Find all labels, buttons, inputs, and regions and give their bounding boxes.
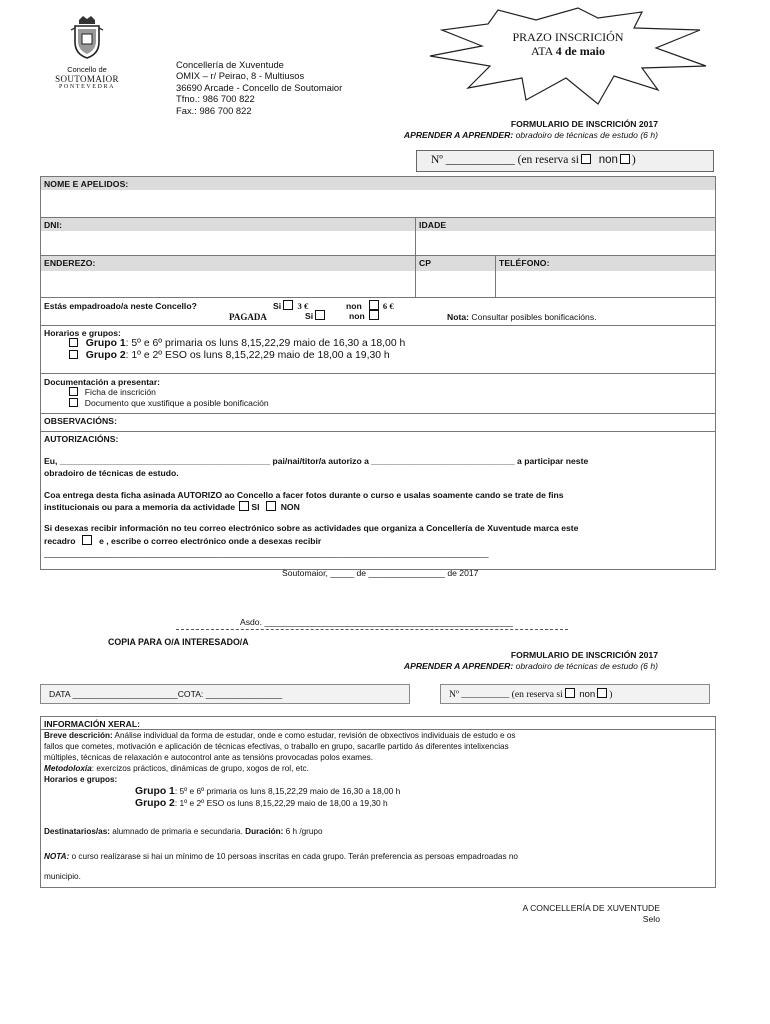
copia-non-checkbox[interactable] [597, 688, 607, 698]
autorizacions-eu-line1: Eu, ____________________________________________ pai/nai/titor/a autorizo a ______________________________ a participar neste [44, 456, 589, 466]
info-xeral-box [40, 716, 716, 888]
cp-label: CP [415, 255, 495, 271]
telefono-input[interactable] [495, 271, 715, 297]
autorizacions-email-line2a: recadro [44, 536, 76, 546]
idade-input[interactable] [415, 231, 715, 255]
horarios-g2-label: Grupo 2 [85, 350, 126, 361]
horarios-title: Horarios e grupos: [44, 328, 121, 338]
copia-num-box [440, 684, 710, 704]
empadroado-non-checkbox[interactable] [369, 300, 379, 310]
org-name: Concellería de Xuventude [176, 59, 284, 70]
info-g2-label: Grupo 2 [135, 798, 175, 809]
autorizacions-fotos-line1: Coa entrega desta ficha asinada AUTORIZO ao Concello a facer fotos durante o curso e usalas soamente cando se trate de fins [44, 490, 564, 500]
telefono-label: TELÉFONO: [495, 255, 715, 271]
horarios-g2-text: : 1º e 2º ESO os luns 8,15,22,29 maio de 18,00 a 19,30 h [125, 350, 390, 361]
place-date: Soutomaior, _____ de ________________ de 2017 [282, 568, 479, 578]
org-address-block [176, 59, 342, 116]
dni-label: DNI: [41, 217, 415, 231]
autorizacions-email-line2b: e , escribe o correo electrónico onde a desexas recibir [99, 536, 322, 546]
copia-subtitle-rest: obradoiro de técnicas de estudo (6 h) [513, 661, 658, 671]
info-breve-line3: múltiples, técnicas de relaxación e autocontrol ante as tensións provocadas polos exames. [44, 753, 374, 762]
form-subtitle-rest: obradoiro de técnicas de estudo (6 h) [513, 130, 658, 140]
logo-line3: PONTEVEDRA [59, 84, 115, 90]
pagada-label: PAGADA [229, 312, 267, 322]
autorizacions-title: AUTORIZACIÓNS: [44, 434, 119, 444]
info-dur-text: 6 h /grupo [283, 827, 323, 836]
nome-label: NOME E APELIDOS: [41, 177, 715, 190]
org-fax: Fax.: 986 700 822 [176, 104, 252, 116]
fotos-si: SI [251, 502, 260, 512]
fotos-non: NON [280, 502, 300, 512]
copia-num: Nº __________ (en reserva si [449, 689, 563, 700]
ficha-checkbox[interactable] [69, 387, 78, 396]
horarios-section [41, 325, 715, 373]
pagada-non-checkbox[interactable] [369, 310, 379, 320]
copia-subtitle-prefix: APRENDER A APRENDER: [403, 661, 514, 671]
fotos-non-checkbox[interactable] [266, 501, 276, 511]
form-subtitle-prefix: APRENDER A APRENDER: [403, 130, 514, 140]
concello-logo [42, 14, 132, 91]
info-g1-text: : 5º e 6º primaria os luns 8,15,22,29 maio de 16,30 a 18,00 h [174, 786, 401, 796]
horarios-g1-label: Grupo 1 [85, 338, 126, 349]
pagada-si-checkbox[interactable] [315, 310, 325, 320]
empadroado-si: Si [273, 301, 282, 311]
idade-label: IDADE [415, 217, 715, 231]
starburst-shape [428, 6, 710, 110]
pagada-si: Si [305, 311, 314, 321]
deadline-starburst [428, 6, 710, 110]
copia-label: COPIA PARA O/A INTERESADO/A [108, 637, 249, 647]
info-metodo-label: Metodoloxía [44, 764, 92, 773]
deadline-line2-bold: 4 de maio [555, 44, 606, 58]
info-breve-line2: fallos que cometes, motivación e aplicación de técnicas efectivas, o traballo en grupo, sacarlle partido ás diferentes intelixencias [44, 742, 509, 751]
info-breve-line1: Análise individual da forma de estudar, onde e como estudar, revisión de obxectivos individuais de estudo e os [112, 731, 516, 740]
fotos-si-checkbox[interactable] [239, 501, 249, 511]
empadroado-si-checkbox[interactable] [283, 300, 293, 310]
info-title: INFORMACIÓN XERAL: [44, 719, 140, 729]
documentacion-item1: Ficha de inscrición [84, 387, 156, 397]
empadroado-non-price: 6 € [382, 301, 394, 311]
info-nota-line1: o curso realizarase si hai un mínimo de 10 persoas inscritas en cada grupo. Terán preferencia as persoas empadroadas no [69, 852, 518, 861]
logo-line2: SOUTOMAIOR [55, 74, 119, 84]
num-label: Nº ____________ (en reserva [431, 154, 569, 166]
deadline-line2-prefix: ATA [530, 44, 556, 58]
empadroado-non: non [346, 301, 362, 311]
coat-of-arms-icon [67, 14, 107, 60]
copia-data-box [40, 684, 410, 704]
copia-non: non [579, 689, 596, 700]
empadroado-section [41, 297, 715, 325]
empadroado-question: Estás empadroado/a neste Concello? [44, 301, 197, 311]
info-dest-text: alumnado de primaria e secundaria. [109, 827, 243, 836]
autorizacions-section [41, 431, 715, 571]
copia-close: ) [609, 689, 613, 700]
copia-subtitle [404, 661, 658, 672]
documentacion-item2: Documento que xustifique a posible bonificación [84, 398, 269, 408]
cut-line [176, 629, 568, 630]
enderezo-label: ENDEREZO: [41, 255, 415, 271]
info-g2-text: : 1º e 2º ESO os luns 8,15,22,29 maio de 18,00 a 19,30 h [174, 798, 388, 808]
form-subtitle [404, 130, 658, 141]
signature-line[interactable]: Asdo. ____________________________________________________ [240, 617, 513, 627]
dni-input[interactable] [41, 231, 415, 255]
grupo1-checkbox[interactable] [69, 338, 78, 347]
observacions-label: OBSERVACIÓNS: [41, 413, 715, 431]
bonificacion-checkbox[interactable] [69, 398, 78, 407]
cp-input[interactable] [415, 271, 495, 297]
pagada-non: non [349, 311, 365, 321]
info-metodo-text: : exercizos prácticos, dinámicas de grupo, xogos de rol, etc. [91, 764, 309, 773]
info-dur-label: Duración: [242, 827, 284, 836]
info-g1-label: Grupo 1 [135, 786, 175, 797]
reserva-non-checkbox[interactable] [620, 154, 630, 164]
org-address2: 36690 Arcade - Concello de Soutomaior [176, 81, 343, 93]
footer-line2: Selo [642, 913, 660, 924]
info-dest-label: Destinatarios/as: [44, 827, 110, 836]
email-input[interactable]: _____________________________________________________________________________________________ [44, 548, 489, 558]
form-title: FORMULARIO DE INSCRICIÓN 2017 [510, 119, 658, 129]
email-checkbox[interactable] [82, 535, 92, 545]
nome-input[interactable] [41, 190, 715, 214]
reservation-number-box [416, 150, 714, 172]
autorizacions-eu-line2: obradoiro de técnicas de estudo. [44, 468, 179, 478]
org-phone: Tfno.: 986 700 822 [176, 93, 255, 105]
deadline-line1: PRAZO INSCRICIÓN [512, 30, 624, 44]
num-close: ) [631, 154, 636, 166]
empadroado-si-price: 3 € [297, 301, 309, 311]
info-nota-label: NOTA: [44, 852, 70, 861]
info-nota-line2: municipio. [44, 872, 81, 881]
info-breve-label: Breve descrición: [44, 731, 113, 740]
nota-label: Nota: [447, 312, 469, 322]
footer [522, 903, 660, 924]
autorizacions-email-line1: Si desexas recibir información no teu correo electrónico sobre as actividades que organiza a Concellería de Xuventude marca este [44, 523, 579, 533]
horarios-g1-text: : 5º e 6º primaria os luns 8,15,22,29 maio de 16,30 a 18,00 h [125, 338, 406, 349]
num-non: non [598, 154, 618, 166]
nota-text: Consultar posibles bonificacións. [468, 312, 597, 322]
copia-si-checkbox[interactable] [565, 688, 575, 698]
copia-title: FORMULARIO DE INSCRICIÓN 2017 [510, 650, 658, 660]
autorizacions-fotos-line2: institucionais ou para a memoria da actividade [44, 502, 236, 512]
logo-line1: Concello de [67, 65, 107, 74]
documentacion-title: Documentación a presentar: [44, 377, 161, 387]
footer-line1: A CONCELLERÍA DE XUVENTUDE [522, 903, 660, 913]
num-si: si [571, 154, 579, 166]
inscription-form [40, 176, 716, 570]
reserva-si-checkbox[interactable] [581, 154, 591, 164]
org-address1: OMIX – r/ Peirao, 8 - Multiusos [176, 70, 305, 82]
copia-data: DATA ______________________COTA: ________________ [49, 689, 283, 699]
info-horarios: Horarios e grupos: [44, 775, 118, 784]
grupo2-checkbox[interactable] [69, 350, 78, 359]
documentacion-section [41, 373, 715, 411]
enderezo-input[interactable] [41, 271, 415, 297]
